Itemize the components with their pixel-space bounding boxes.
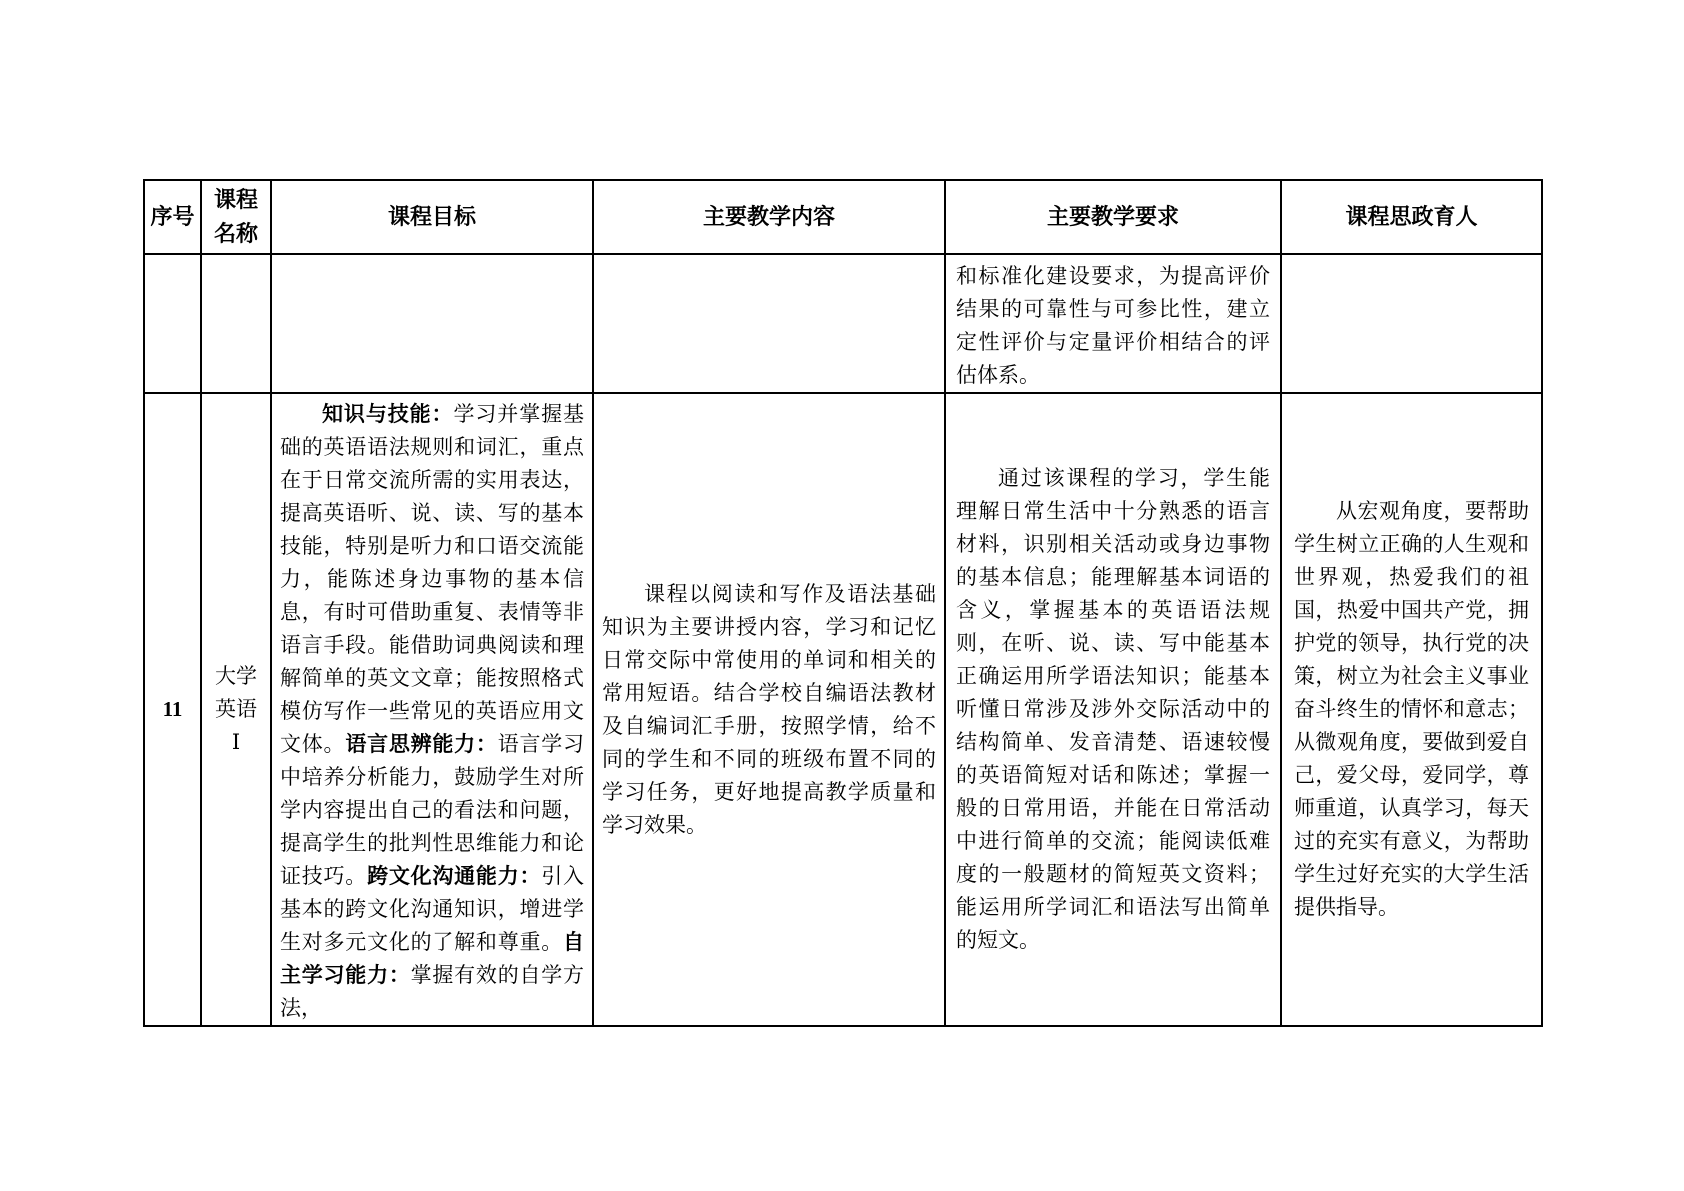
cont-cell-ideology xyxy=(1281,254,1542,393)
teaching-requirements-text: 通过该课程的学习，学生能理解日常生活中十分熟悉的语言材料，识别相关活动或身边事物的基本信息；能理解基本词语的含义，掌握基本的英语语法规则，在听、说、读、写中能基本正确运用所学语法知识；能基本听懂日常涉及涉外交际活动中的结构简单、发音清楚、语速较慢的英语简短对话和陈述；掌握一般的日常用语，并能在日常活动中进行简单的交流；能阅读低难度的一般题材的简短英文资料；能运用所学词汇和语法写出简单的短文。 xyxy=(956,466,1270,952)
header-cell-ideology: 课程思政育人 xyxy=(1281,180,1542,254)
curriculum-table xyxy=(143,179,1543,1027)
table-header-row xyxy=(144,180,1542,254)
header-cell-requirements: 主要教学要求 xyxy=(945,180,1281,254)
requirements-continuation-text: 和标准化建设要求，为提高评价结果的可靠性与可参比性，建立定性评价与定量评价相结合的评估体系。 xyxy=(956,264,1270,387)
header-cell-objectives: 课程目标 xyxy=(271,180,593,254)
cont-cell-objectives xyxy=(271,254,593,393)
cell-ideology-education xyxy=(1281,393,1542,1026)
cont-cell-index xyxy=(144,254,201,393)
ideology-education-text: 从宏观角度，要帮助学生树立正确的人生观和世界观，热爱我们的祖国，热爱中国共产党，拥护党的领导，执行党的决策，树立为社会主义事业奋斗终生的情怀和意志；从微观角度，要做到爱自己，爱父母，爱同学，尊师重道，认真学习，每天过的充实有意义，为帮助学生过好充实的大学生活提供指导。 xyxy=(1294,499,1529,919)
cont-cell-requirements xyxy=(945,254,1281,393)
cell-course-objectives xyxy=(271,393,593,1026)
header-cell-content: 主要教学内容 xyxy=(593,180,945,254)
cell-teaching-requirements xyxy=(945,393,1281,1026)
continuation-row xyxy=(144,254,1542,393)
course-row-11 xyxy=(144,393,1542,1026)
cont-cell-content xyxy=(593,254,945,393)
teaching-content-text: 课程以阅读和写作及语法基础知识为主要讲授内容，学习和记忆日常交际中常使用的单词和相关的常用短语。结合学校自编语法教材及自编词汇手册，按照学情，给不同的学生和不同的班级布置不同的学习任务，更好地提高教学质量和学习效果。 xyxy=(602,581,936,837)
course-objectives-text: 知识与技能：学习并掌握基础的英语语法规则和词汇，重点在于日常交流所需的实用表达，提高英语听、说、读、写的基本技能，特别是听力和口语交流能力，能陈述身边事物的基本信息，有时可借助重复、表情等非语言手段。能借助词典阅读和理解简单的英文文章；能按照格式模仿写作一些常见的英语应用文文体。语言思辨能力：语言学习中培养分析能力，鼓励学生对所学内容提出自己的看法和问题，提高学生的批判性思维能力和论证技巧。跨文化沟通能力：引入基本的跨文化沟通知识，增进学生对多元文化的了解和尊重。自主学习能力：掌握有效的自学方法， xyxy=(280,402,585,1020)
header-cell-course-name: 课程名称 xyxy=(201,180,271,254)
cell-teaching-content xyxy=(593,393,945,1026)
cell-course-name: 大学英语Ⅰ xyxy=(201,393,271,1026)
header-cell-index: 序号 xyxy=(144,180,201,254)
cont-cell-course-name xyxy=(201,254,271,393)
cell-course-index: 11 xyxy=(144,393,201,1026)
